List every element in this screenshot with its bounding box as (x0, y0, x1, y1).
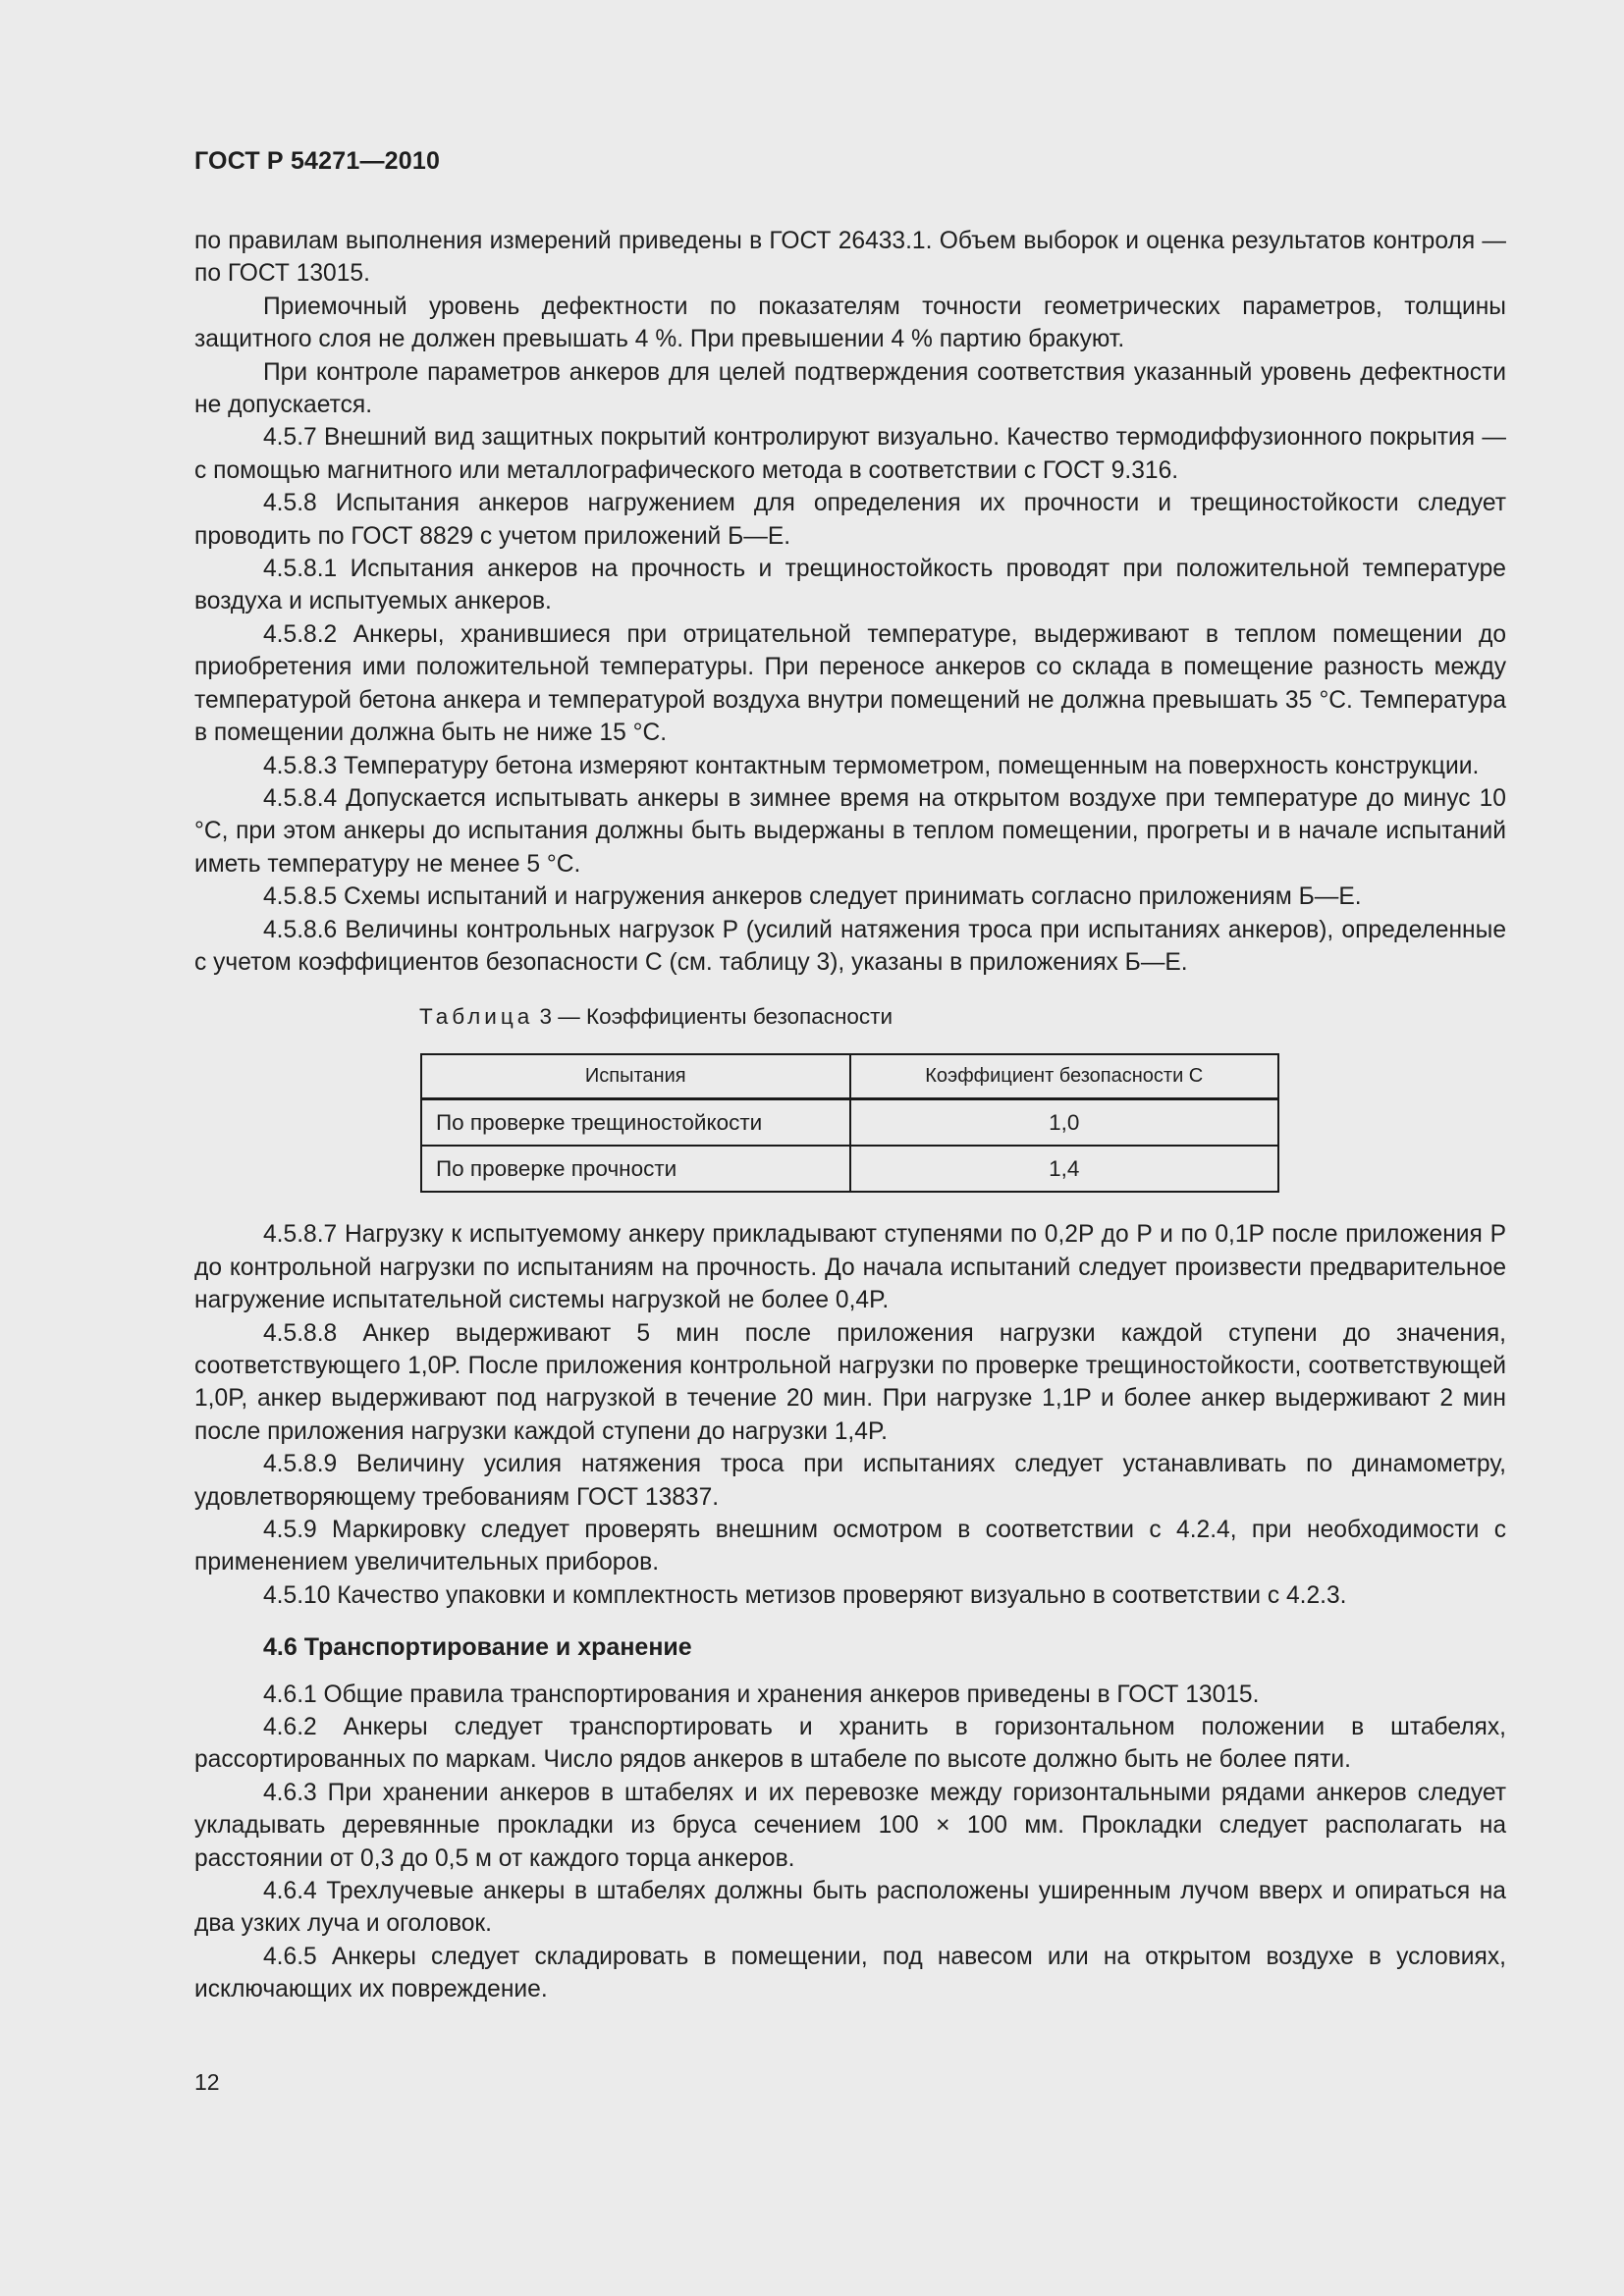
paragraph: 4.5.8.8 Анкер выдерживают 5 мин после приложения нагрузки каждой ступени до значения, соответствующего 1,0P. После приложения контрольной нагрузки по проверке трещиностойкости, соответствующей 1,0P, анкер выдерживают под нагрузкой в течение 20 мин. При нагрузке 1,1P и более анкер выдерживают 2 мин после приложения нагрузки каждой ступени до нагрузки 1,4P. (194, 1319, 1506, 1445)
page-number: 12 (194, 2069, 220, 2095)
paragraph: 4.5.8 Испытания анкеров нагружением для определения их прочности и трещиностойкости следует проводить по ГОСТ 8829 с учетом приложений Б—Е. (194, 490, 1506, 550)
paragraph-group-top (194, 225, 1506, 979)
paragraph: 4.6.1 Общие правила транспортирования и хранения анкеров приведены в ГОСТ 13015. (263, 1681, 1260, 1708)
paragraph: 4.6.3 При хранении анкеров в штабелях и их перевозке между горизонтальными рядами анкеров следует укладывать деревянные прокладки из бруса сечением 100 × 100 мм. Прокладки следует располагать на расстоянии от 0,3 до 0,5 м от каждого торца анкеров. (194, 1779, 1506, 1872)
paragraph-group-middle (194, 1218, 1506, 1612)
paragraph: 4.5.8.3 Температуру бетона измеряют контактным термометром, помещенным на поверхность конструкции. (263, 752, 1480, 779)
paragraph: 4.6.2 Анкеры следует транспортировать и хранить в горизонтальном положении в штабелях, рассортированных по маркам. Число рядов анкеров в штабеле по высоте должно быть не более пяти. (194, 1714, 1506, 1774)
table-row (421, 1099, 1278, 1147)
section-heading: 4.6 Транспортирование и хранение (263, 1633, 692, 1662)
paragraph: 4.6.4 Трехлучевые анкеры в штабелях должны быть расположены уширенным лучом вверх и опираться на два узких луча и оголовок. (194, 1878, 1506, 1938)
paragraph: 4.5.8.5 Схемы испытаний и нагружения анкеров следует принимать согласно приложениям Б—Е. (263, 883, 1362, 911)
paragraph: 4.5.7 Внешний вид защитных покрытий контролируют визуально. Качество термодиффузионного покрытия — с помощью магнитного или металлографического метода в соответствии с ГОСТ 9.316. (194, 424, 1506, 484)
paragraph-group-bottom (194, 1679, 1506, 2006)
safety-coefficients-table (420, 1053, 1279, 1193)
document-header: ГОСТ Р 54271—2010 (194, 147, 441, 175)
paragraph: 4.5.8.2 Анкеры, хранившиеся при отрицательной температуре, выдерживают в теплом помещении до приобретения ими положительной температуры. При переносе анкеров со склада в помещение разность между температурой бетона анкера и температурой воздуха внутри помещений не должна превышать 35 °С. Температура в помещении должна быть не ниже 15 °С. (194, 620, 1506, 747)
paragraph: 4.6.5 Анкеры следует складировать в помещении, под навесом или на открытом воздухе в условиях, исключающих их повреждение. (194, 1943, 1506, 2003)
table-cell-coefficient: 1,0 (850, 1099, 1279, 1147)
paragraph: 4.5.9 Маркировку следует проверять внешним осмотром в соответствии с 4.2.4, при необходимости с применением увеличительных приборов. (194, 1517, 1506, 1576)
table-caption (419, 1002, 1506, 1032)
paragraph: 4.5.8.4 Допускается испытывать анкеры в зимнее время на открытом воздухе при температуре до минус 10 °С, при этом анкеры до испытания должны быть выдержаны в теплом помещении, прогреты и в начале испытаний иметь температуру не менее 5 °С. (194, 784, 1506, 878)
table-cell-test: По проверке трещиностойкости (421, 1099, 850, 1147)
paragraph: 4.5.8.6 Величины контрольных нагрузок P (усилий натяжения троса при испытаниях анкеров), определенные с учетом коэффициентов безопасности С (см. таблицу 3), указаны в приложениях Б—Е. (194, 916, 1506, 976)
table-cell-test: По проверке прочности (421, 1146, 850, 1192)
paragraph: 4.5.10 Качество упаковки и комплектность метизов проверяют визуально в соответствии с 4.2.3. (263, 1581, 1347, 1609)
paragraph: При контроле параметров анкеров для целей подтверждения соответствия указанный уровень дефектности не допускается. (194, 358, 1506, 419)
table-header-row (421, 1054, 1278, 1099)
paragraph: по правилам выполнения измерений приведены в ГОСТ 26433.1. Объем выборок и оценка результатов контроля — по ГОСТ 13015. (194, 228, 1506, 288)
table-header-coefficient: Коэффициент безопасности С (850, 1054, 1279, 1099)
paragraph: 4.5.8.1 Испытания анкеров на прочность и трещиностойкость проводят при положительной температуре воздуха и испытуемых анкеров. (194, 556, 1506, 615)
document-body (194, 225, 1506, 2006)
paragraph: 4.5.8.7 Нагрузку к испытуемому анкеру прикладывают ступенями по 0,2P до P и по 0,1P после приложения P до контрольной нагрузки по испытаниям на прочность. До начала испытаний следует произвести предварительное нагружение испытательной системы нагрузкой не более 0,4P. (194, 1221, 1506, 1314)
table-caption-prefix: Таблица (419, 1004, 534, 1030)
table-caption-title: 3 — Коэффициенты безопасности (533, 1004, 893, 1030)
table-header-tests: Испытания (421, 1054, 850, 1099)
paragraph: Приемочный уровень дефектности по показателям точности геометрических параметров, толщины защитного слоя не должен превышать 4 %. При превышении 4 % партию бракуют. (194, 293, 1506, 353)
table-cell-coefficient: 1,4 (850, 1146, 1279, 1192)
paragraph: 4.5.8.9 Величину усилия натяжения троса при испытаниях следует устанавливать по динамометру, удовлетворяющему требованиям ГОСТ 13837. (194, 1451, 1506, 1511)
table-row (421, 1146, 1278, 1192)
